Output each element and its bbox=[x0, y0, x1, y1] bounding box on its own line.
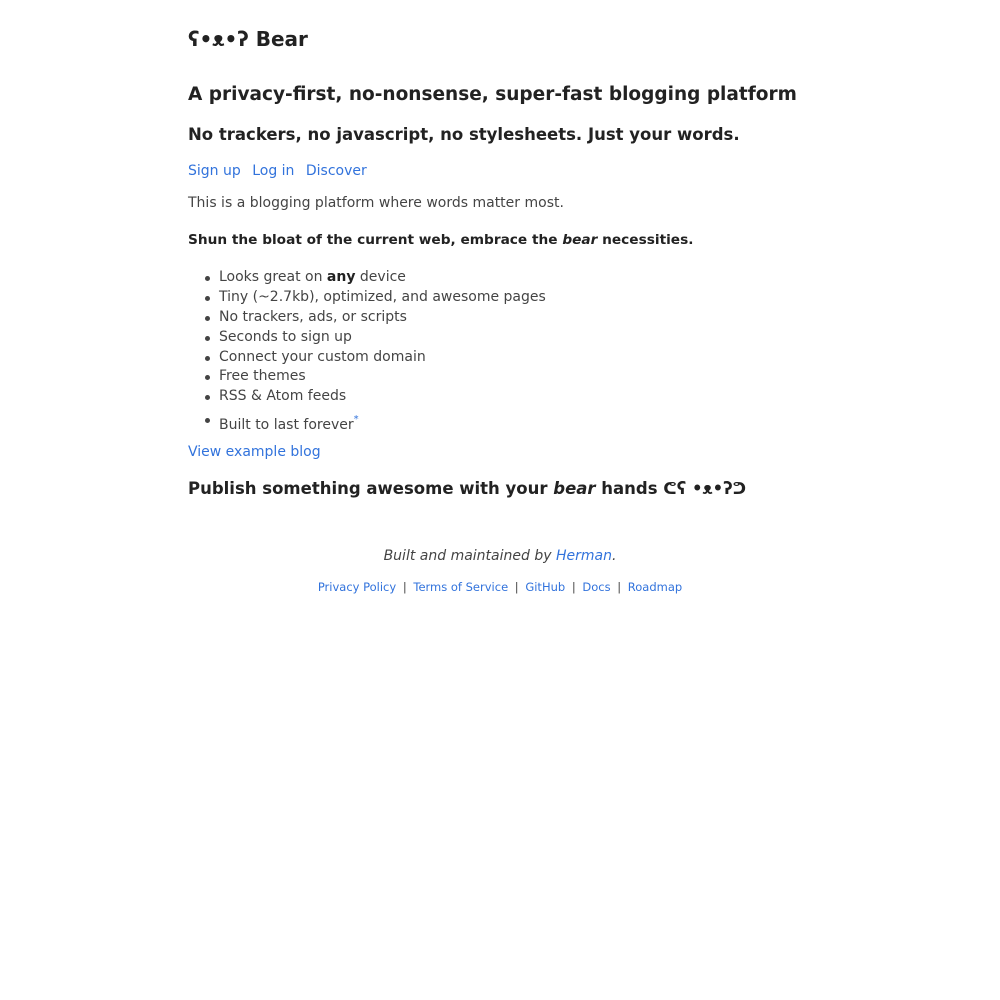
tagline-emphasis: bear bbox=[562, 232, 598, 248]
separator: | bbox=[514, 580, 519, 594]
list-item: Tiny (~2.7kb), optimized, and awesome pages bbox=[219, 288, 546, 308]
tagline: Shun the bloat of the current web, embrace the bear necessities. bbox=[188, 232, 694, 248]
view-example-blog-link[interactable]: View example blog bbox=[188, 444, 321, 460]
page-subheadline: No trackers, no javascript, no stylesheets. Just your words. bbox=[188, 125, 740, 144]
list-item: Connect your custom domain bbox=[219, 348, 546, 368]
footer bbox=[0, 548, 1000, 594]
separator: | bbox=[571, 580, 576, 594]
separator: | bbox=[617, 580, 622, 594]
list-item: No trackers, ads, or scripts bbox=[219, 308, 546, 328]
feature-list bbox=[188, 268, 546, 434]
roadmap-link[interactable]: Roadmap bbox=[627, 580, 683, 594]
publish-emphasis: bear bbox=[553, 479, 596, 498]
list-item: RSS & Atom feeds bbox=[219, 387, 546, 407]
login-link[interactable]: Log in bbox=[252, 163, 295, 179]
page-headline: A privacy-first, no-nonsense, super-fast blogging platform bbox=[188, 84, 797, 105]
site-title[interactable] bbox=[188, 27, 308, 52]
list-item: Looks great on any device bbox=[219, 268, 546, 288]
bear-logo-icon: ʕ•ᴥ•ʔ bbox=[188, 27, 249, 51]
intro-text: This is a blogging platform where words matter most. bbox=[188, 195, 564, 211]
docs-link[interactable]: Docs bbox=[582, 580, 611, 594]
list-item: Built to last forever* bbox=[219, 407, 546, 430]
github-link[interactable]: GitHub bbox=[525, 580, 566, 594]
bear-hands-icon: ᕦʕ •ᴥ•ʔᕤ bbox=[663, 479, 747, 498]
separator: | bbox=[402, 580, 407, 594]
signup-link[interactable]: Sign up bbox=[188, 163, 241, 179]
privacy-policy-link[interactable]: Privacy Policy bbox=[317, 580, 397, 594]
list-item: Seconds to sign up bbox=[219, 328, 546, 348]
list-item: Free themes bbox=[219, 367, 546, 387]
footer-links bbox=[0, 580, 1000, 594]
author-link[interactable]: Herman bbox=[555, 548, 612, 564]
discover-link[interactable]: Discover bbox=[305, 163, 367, 179]
built-by-text: Built and maintained by Herman. bbox=[383, 548, 617, 564]
site-name: Bear bbox=[255, 27, 308, 51]
terms-link[interactable]: Terms of Service bbox=[413, 580, 509, 594]
footnote-link[interactable]: * bbox=[353, 414, 359, 426]
emphasis-any: any bbox=[326, 269, 356, 285]
main-nav bbox=[188, 163, 374, 179]
publish-callout: Publish something awesome with your bear hands ᕦʕ •ᴥ•ʔᕤ bbox=[188, 479, 747, 498]
